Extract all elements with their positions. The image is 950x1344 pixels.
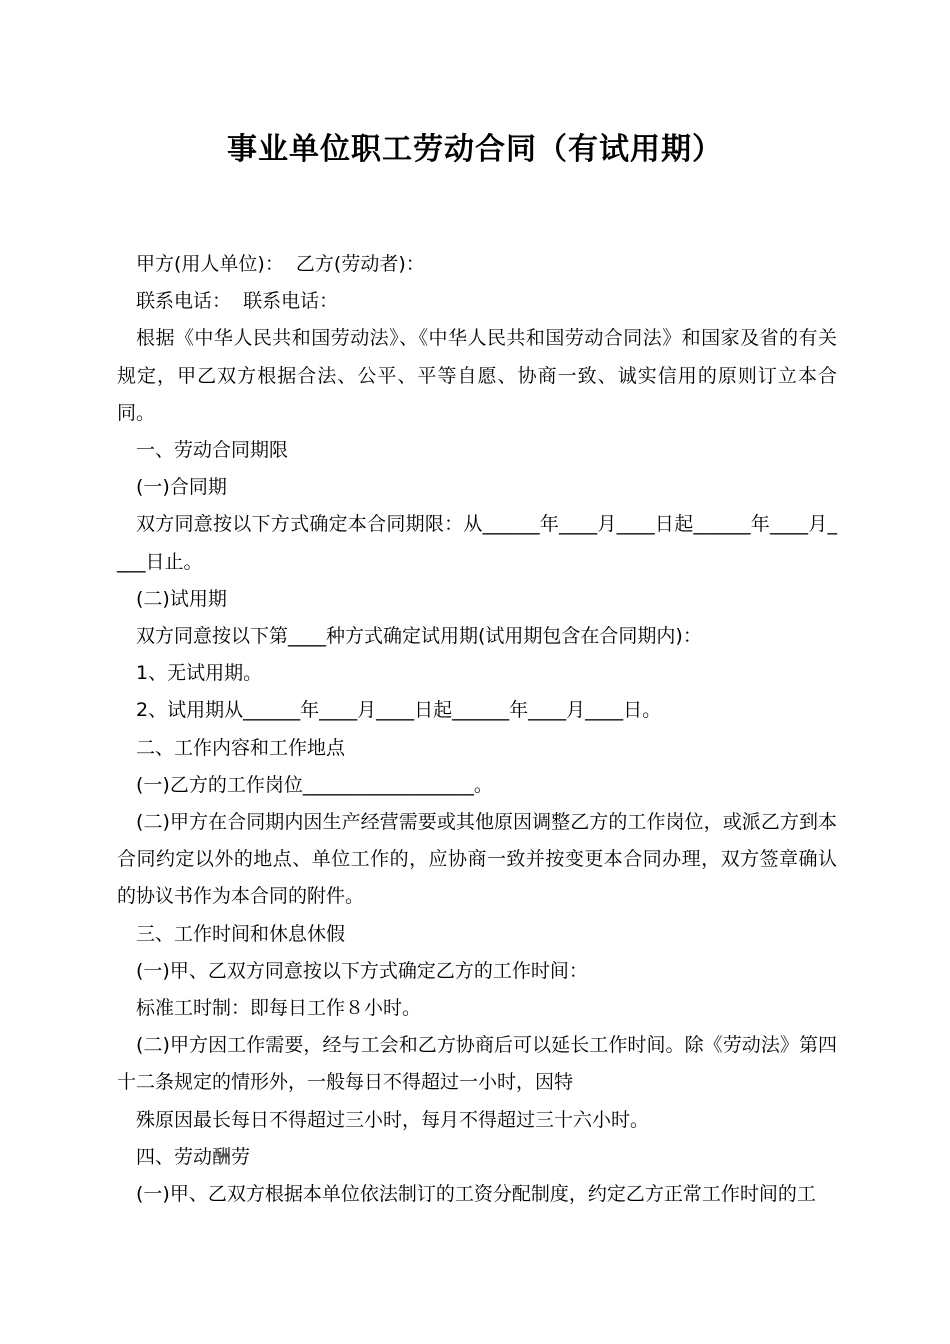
- probation-option-1: 1、无试用期。: [136, 662, 263, 685]
- overtime-paragraph: (二)甲方因工作需要，经与工会和乙方协商后可以延长工作时间。除《劳动法》第四十二条规定的情形外，一般每日不得超过一小时，因特: [117, 1034, 837, 1094]
- section-heading-pay: 四、劳动酬劳: [136, 1145, 251, 1168]
- probation-method-paragraph: 双方同意按以下第____种方式确定试用期(试用期包含在合同期内)：: [136, 625, 702, 648]
- section-heading-work: 二、工作内容和工作地点: [136, 736, 346, 759]
- work-position-paragraph: (一)乙方的工作岗位__________________。: [136, 773, 493, 796]
- work-adjustment-paragraph: (二)甲方在合同期内因生产经营需要或其他原因调整乙方的工作岗位，或派乙方到本合同约定以外的地点、单位工作的，应协商一致并按变更本合同办理，双方签章确认的协议书作为本合同的附件。: [117, 811, 837, 908]
- subsection-probation: (二)试用期: [136, 587, 227, 610]
- probation-option-2: 2、试用期从______年____月____日起______年____月____日。: [136, 699, 662, 722]
- document-body: [117, 246, 837, 1213]
- pay-paragraph: (一)甲、乙双方根据本单位依法制订的工资分配制度，约定乙方正常工作时间的工: [136, 1183, 816, 1206]
- section-heading-term: 一、劳动合同期限: [136, 439, 289, 462]
- contract-period-paragraph: 双方同意按以下方式确定本合同期限：从______年____月____日起______年____月____日止。: [117, 513, 837, 573]
- section-heading-hours: 三、工作时间和休息休假: [136, 922, 346, 945]
- preamble-paragraph: 根据《中华人民共和国劳动法》、《中华人民共和国劳动合同法》和国家及省的有关规定，甲乙双方根据合法、公平、平等自愿、协商一致、诚实信用的原则订立本合同。: [117, 327, 837, 424]
- party-line: 甲方(用人单位)： 乙方(劳动者)：: [136, 253, 425, 275]
- document-title: 事业单位职工劳动合同（有试用期）: [227, 132, 723, 167]
- hours-method-paragraph: (一)甲、乙双方同意按以下方式确定乙方的工作时间：: [136, 959, 588, 982]
- phone-line: 联系电话： 联系电话：: [136, 290, 339, 313]
- standard-hours-paragraph: 标准工时制：即每日工作８小时。: [136, 997, 422, 1020]
- overtime-limit-paragraph: 殊原因最长每日不得超过三小时，每月不得超过三十六小时。: [136, 1108, 650, 1131]
- subsection-contract-period: (一)合同期: [136, 476, 227, 499]
